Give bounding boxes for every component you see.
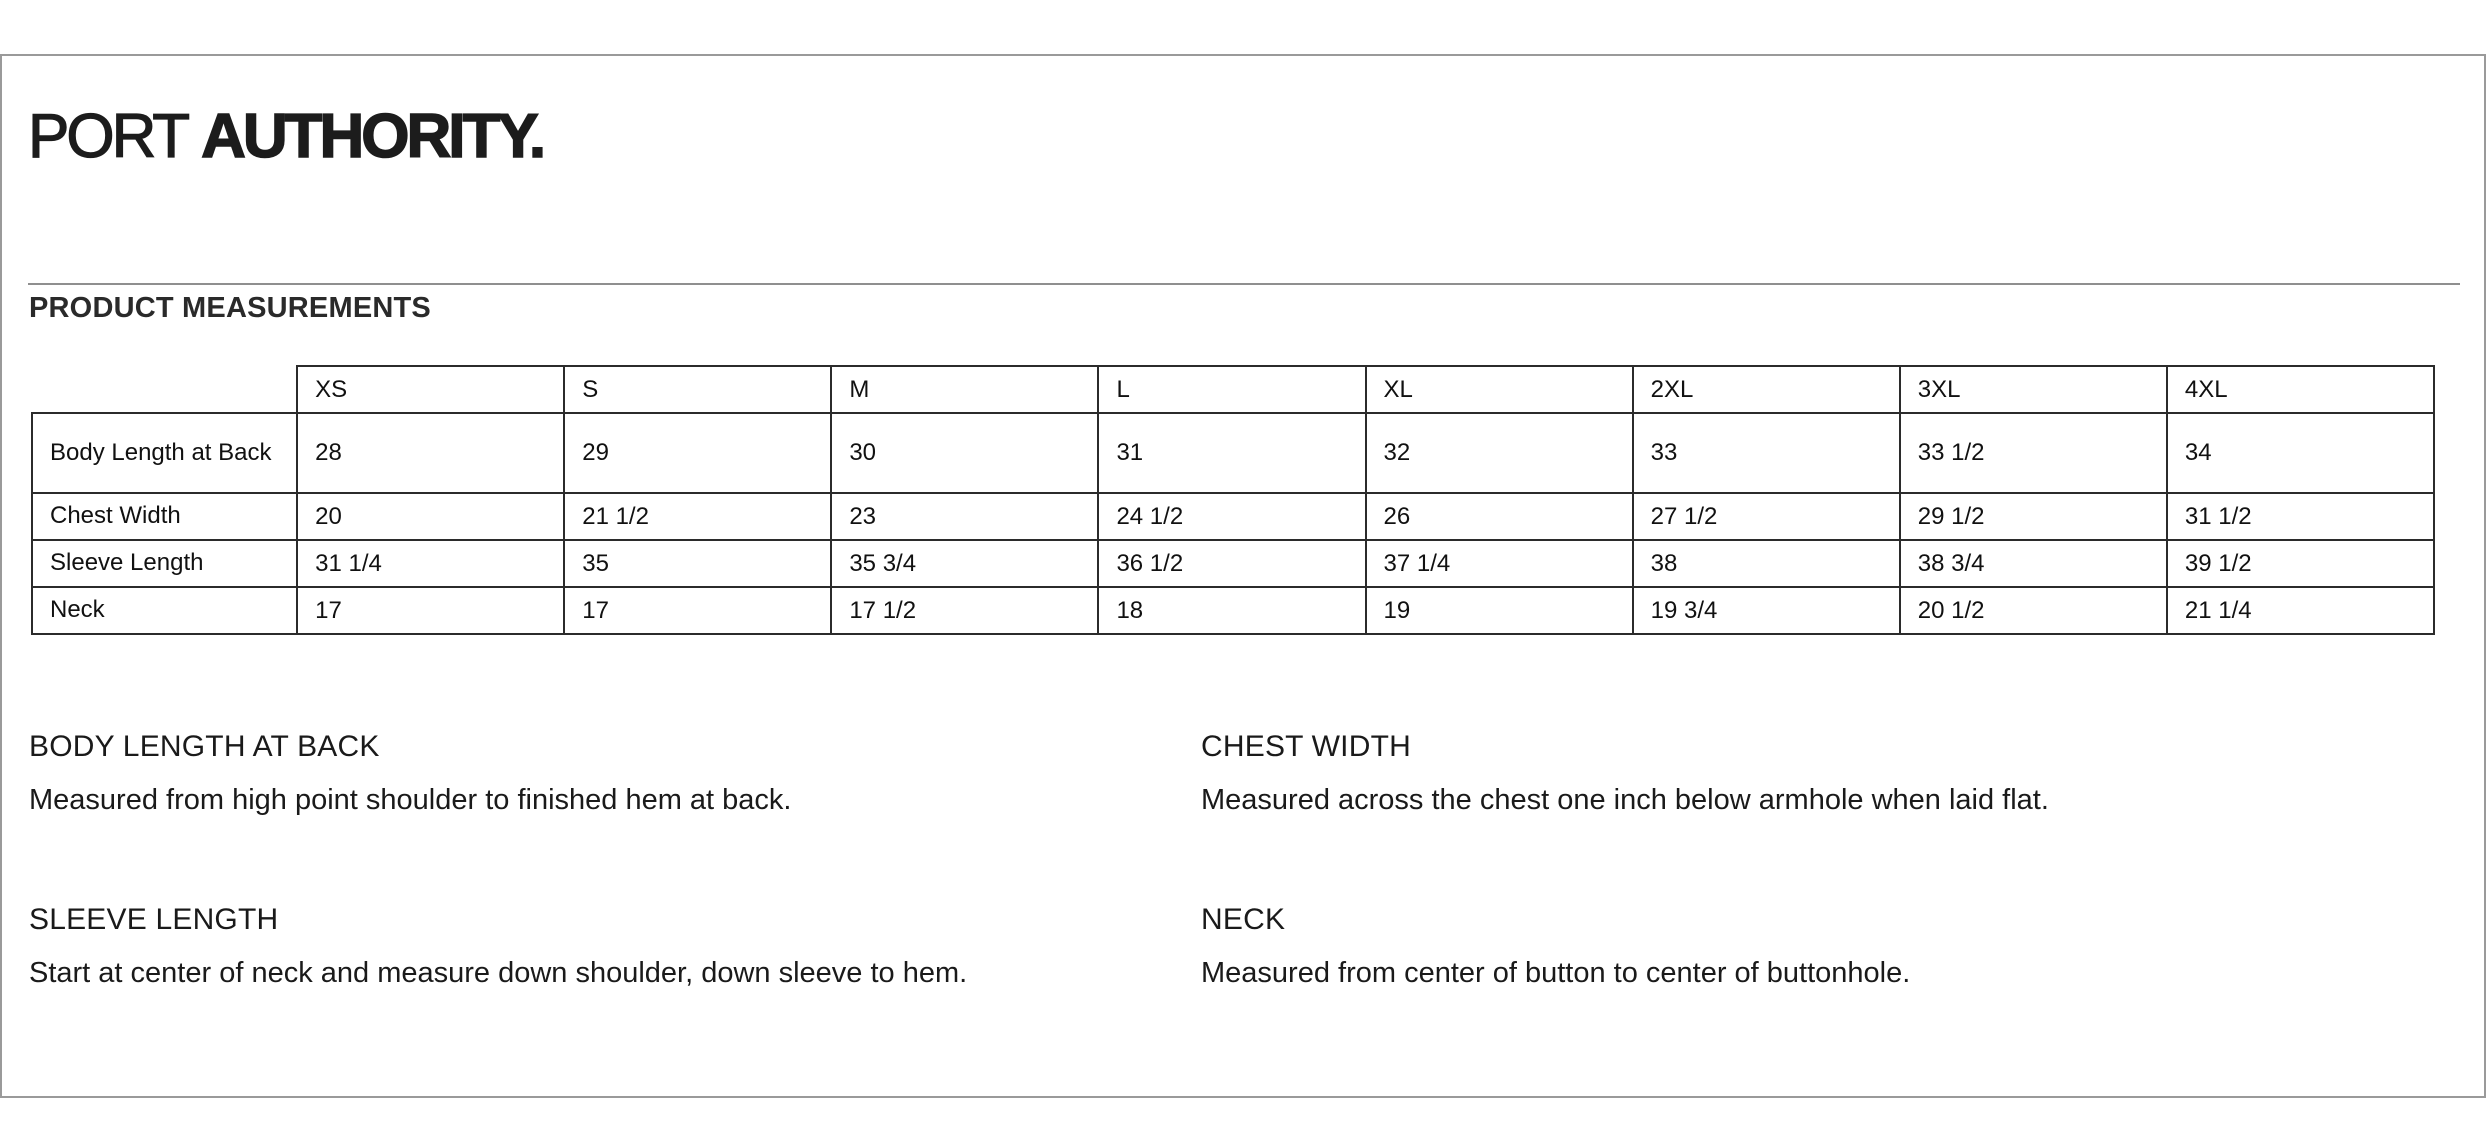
definition-text: Measured across the chest one inch below armhole when laid flat. (1201, 784, 2049, 816)
table-cell: 36 1/2 (1098, 540, 1365, 587)
size-header: L (1098, 366, 1365, 413)
table-cell: 30 (831, 413, 1098, 493)
brand-word-2: AUTHORITY. (201, 102, 544, 171)
definition-title: BODY LENGTH AT BACK (29, 730, 380, 763)
table-cell: 38 3/4 (1900, 540, 2167, 587)
size-header: XS (297, 366, 564, 413)
table-cell: 21 1/2 (564, 493, 831, 540)
table-cell: 38 (1633, 540, 1900, 587)
table-cell: 34 (2167, 413, 2434, 493)
row-label: Chest Width (32, 493, 297, 540)
table-cell: 35 (564, 540, 831, 587)
table-row (32, 493, 2434, 540)
measurements-table (31, 365, 2435, 635)
size-header: XL (1366, 366, 1633, 413)
table-cell: 24 1/2 (1098, 493, 1365, 540)
table-row (32, 413, 2434, 493)
table-cell: 29 1/2 (1900, 493, 2167, 540)
table-cell: 17 1/2 (831, 587, 1098, 634)
section-title: PRODUCT MEASUREMENTS (29, 292, 431, 324)
definition-title: SLEEVE LENGTH (29, 903, 279, 936)
table-row (32, 540, 2434, 587)
table-cell: 35 3/4 (831, 540, 1098, 587)
definition-title: NECK (1201, 903, 1286, 936)
table-cell: 27 1/2 (1633, 493, 1900, 540)
table-cell: 20 1/2 (1900, 587, 2167, 634)
table-cell: 29 (564, 413, 831, 493)
table-cell: 31 1/2 (2167, 493, 2434, 540)
table-cell: 19 (1366, 587, 1633, 634)
table-cell: 26 (1366, 493, 1633, 540)
definition-text: Start at center of neck and measure down shoulder, down sleeve to hem. (29, 957, 968, 989)
brand-word-1: PORT (28, 102, 188, 171)
definition-sleeve-length (29, 903, 967, 990)
definition-text: Measured from center of button to center of buttonhole. (1201, 957, 1911, 989)
table-cell: 31 (1098, 413, 1365, 493)
corner-cell (32, 366, 297, 413)
size-header: S (564, 366, 831, 413)
table-cell: 39 1/2 (2167, 540, 2434, 587)
table-cell: 18 (1098, 587, 1365, 634)
table-row (32, 587, 2434, 634)
brand-logo (28, 102, 543, 172)
row-label: Body Length at Back (32, 413, 297, 493)
size-header-row (32, 366, 2434, 413)
size-header: 2XL (1633, 366, 1900, 413)
table-cell: 33 (1633, 413, 1900, 493)
row-label: Sleeve Length (32, 540, 297, 587)
definition-body-length (29, 730, 791, 817)
table-cell: 23 (831, 493, 1098, 540)
size-header: 4XL (2167, 366, 2434, 413)
table-cell: 32 (1366, 413, 1633, 493)
size-header: M (831, 366, 1098, 413)
table-cell: 21 1/4 (2167, 587, 2434, 634)
size-header: 3XL (1900, 366, 2167, 413)
table-cell: 19 3/4 (1633, 587, 1900, 634)
table-cell: 17 (297, 587, 564, 634)
table-cell: 31 1/4 (297, 540, 564, 587)
table-cell: 33 1/2 (1900, 413, 2167, 493)
definition-text: Measured from high point shoulder to finished hem at back. (29, 784, 792, 816)
definition-chest-width (1201, 730, 2049, 817)
header-divider (28, 283, 2460, 285)
definition-neck (1201, 903, 1910, 990)
table-cell: 17 (564, 587, 831, 634)
row-label: Neck (32, 587, 297, 634)
table-cell: 37 1/4 (1366, 540, 1633, 587)
table-cell: 28 (297, 413, 564, 493)
definition-title: CHEST WIDTH (1201, 730, 1411, 763)
table-cell: 20 (297, 493, 564, 540)
